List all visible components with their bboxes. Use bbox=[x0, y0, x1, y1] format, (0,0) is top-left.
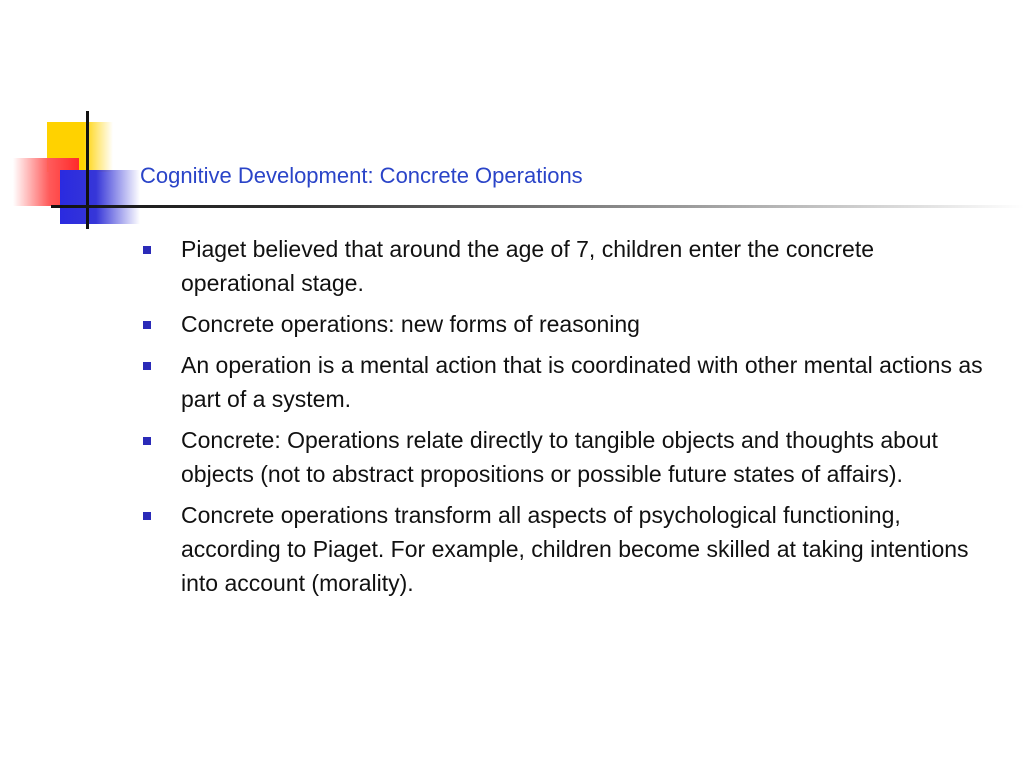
bullet-text: Concrete operations transform all aspects of psychological functioning, according to Piaget. For example, children become skilled at taking intentions into account (morality). bbox=[181, 502, 969, 596]
bullet-square-icon bbox=[143, 512, 151, 520]
decorative-blue-square bbox=[60, 170, 140, 224]
bullet-list bbox=[143, 232, 993, 607]
bullet-item bbox=[143, 307, 993, 341]
bullet-text: Concrete: Operations relate directly to tangible objects and thoughts about objects (not to abstract propositions or possible future states of affairs). bbox=[181, 427, 938, 487]
title-underline-rule bbox=[51, 205, 1024, 208]
decorative-vertical-line bbox=[86, 111, 89, 229]
bullet-square-icon bbox=[143, 246, 151, 254]
bullet-square-icon bbox=[143, 362, 151, 370]
bullet-text: An operation is a mental action that is coordinated with other mental actions as part of a system. bbox=[181, 352, 983, 412]
bullet-item bbox=[143, 348, 993, 416]
bullet-item bbox=[143, 232, 993, 300]
bullet-text: Piaget believed that around the age of 7, children enter the concrete operational stage. bbox=[181, 236, 875, 296]
bullet-item bbox=[143, 498, 993, 600]
bullet-square-icon bbox=[143, 321, 151, 329]
bullet-item bbox=[143, 423, 993, 491]
bullet-text: Concrete operations: new forms of reasoning bbox=[181, 311, 640, 337]
slide-title: Cognitive Development: Concrete Operations bbox=[140, 163, 583, 188]
bullet-square-icon bbox=[143, 437, 151, 445]
